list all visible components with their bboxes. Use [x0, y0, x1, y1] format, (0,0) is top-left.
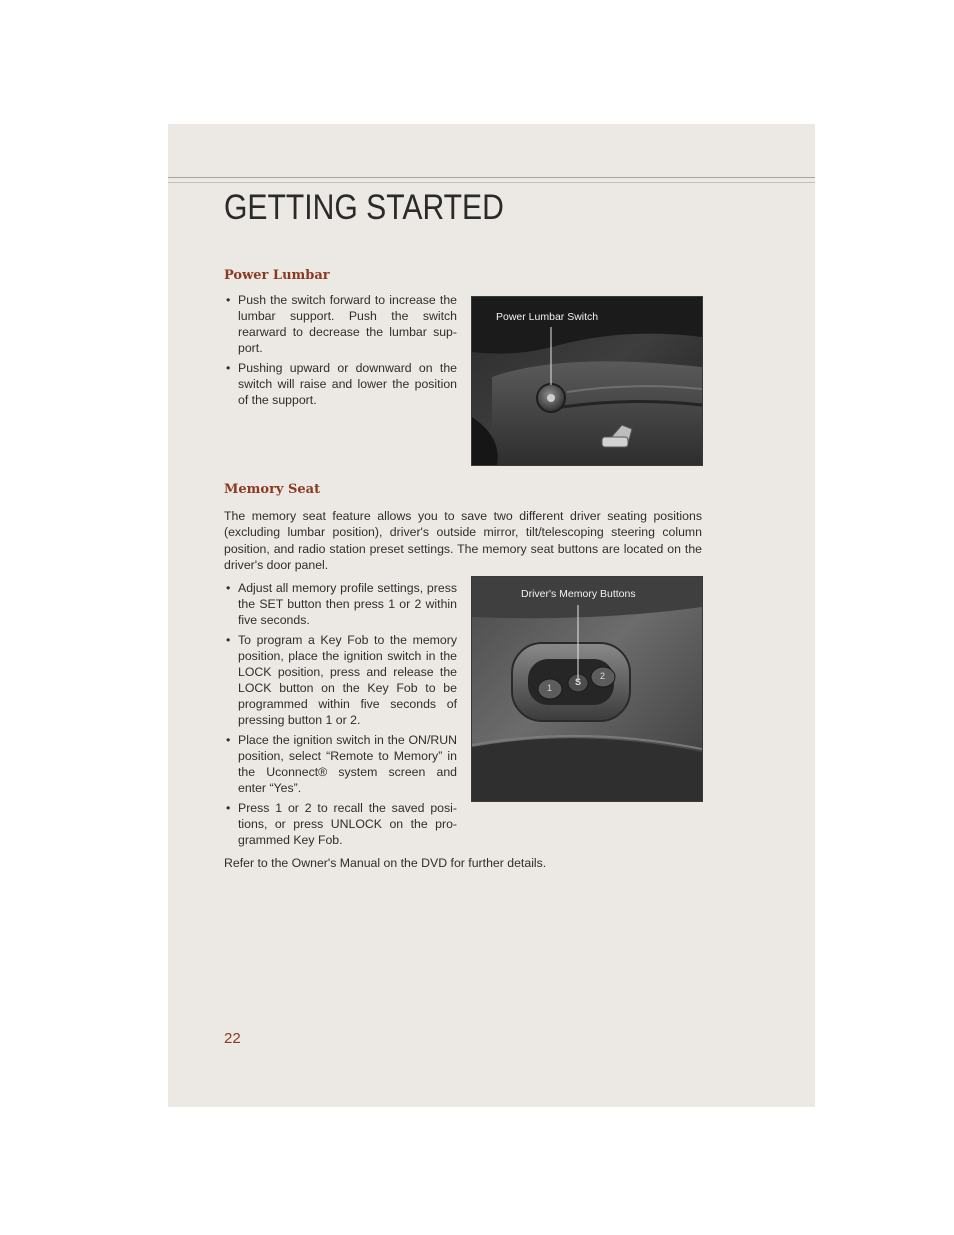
list-item: • Push the switch forward to increase the lumbar support. Push the switch rearward to decrease the lumbar sup-port. [224, 292, 457, 356]
memory-seat-heading: Memory Seat [224, 482, 321, 497]
list-item: • Adjust all memory profile settings, press the SET button then press 1 or 2 within five seconds. [224, 580, 457, 628]
power-lumbar-bullets [224, 292, 457, 412]
memory-seat-bullets [224, 580, 457, 852]
header-rule [168, 177, 815, 178]
list-item: • Pushing upward or downward on the switch will raise and lower the position of the support. [224, 360, 457, 408]
power-lumbar-caption: Power Lumbar Switch [496, 311, 599, 323]
memory-button-1-label: 1 [547, 683, 553, 693]
footer-note: Refer to the Owner's Manual on the DVD for further details. [224, 856, 547, 870]
list-item: • Press 1 or 2 to recall the saved posi-tions, or press UNLOCK on the pro-grammed Key Fob. [224, 800, 457, 848]
memory-button-2-label: 2 [600, 671, 606, 681]
header-rule-secondary [168, 182, 815, 183]
manual-page [168, 124, 815, 1107]
power-lumbar-photo [471, 296, 703, 466]
page-title: GETTING STARTED [224, 188, 504, 227]
memory-buttons-caption: Driver's Memory Buttons [521, 588, 636, 600]
memory-seat-intro: The memory seat feature allows you to save two different driver seating positions (excluding lumbar position), driver's outside mirror, tilt/telescoping steering column position, and radio station preset settings. The memory seat buttons are located on the driver's door panel. [224, 509, 702, 573]
memory-button-set-label: S [575, 677, 582, 687]
list-item: • To program a Key Fob to the memory position, place the ignition switch in the LOCK position, press and release the LOCK button on the Key Fob to be programmed within five seconds of pressing button 1 or 2. [224, 632, 457, 728]
page-number: 22 [224, 1030, 241, 1047]
memory-buttons-photo [471, 576, 703, 802]
power-lumbar-heading: Power Lumbar [224, 268, 330, 283]
list-item: • Place the ignition switch in the ON/RUN position, select “Remote to Memory” in the Uconnect® system screen and enter “Yes”. [224, 732, 457, 796]
